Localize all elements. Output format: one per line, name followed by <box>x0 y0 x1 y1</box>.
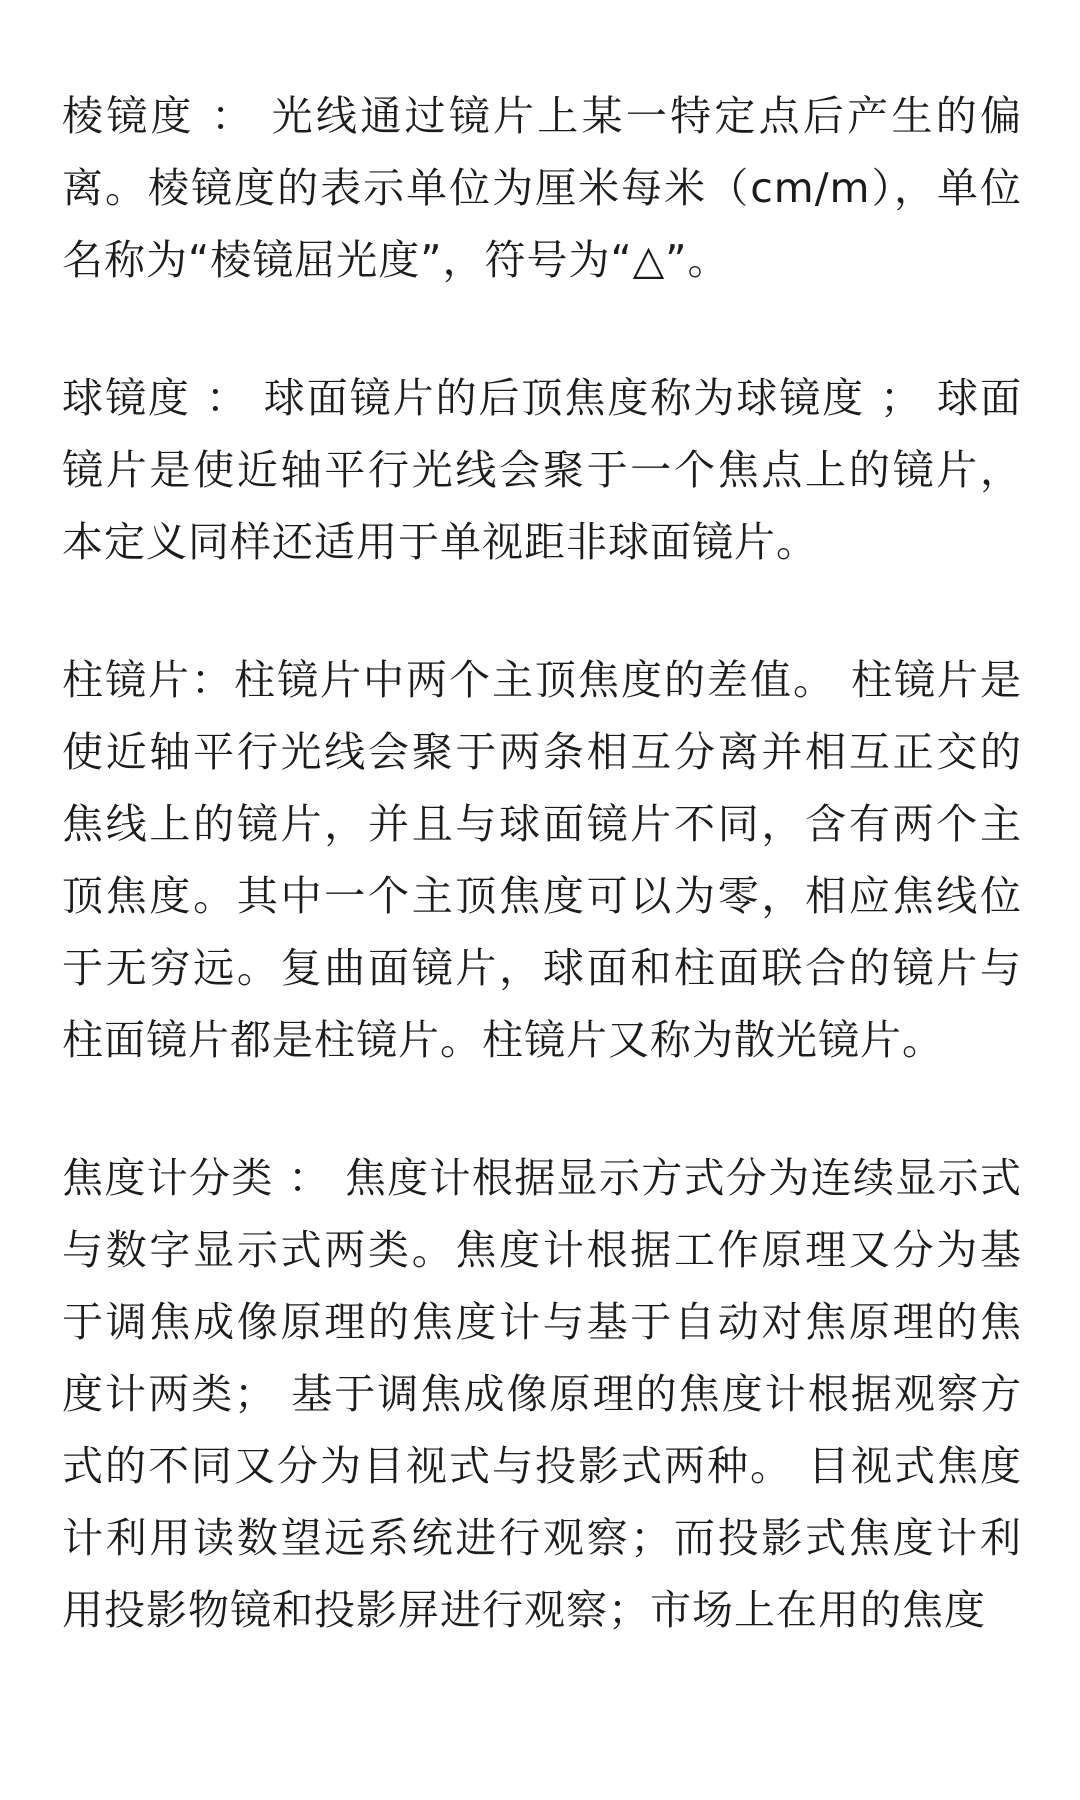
paragraph-sphere-power: 球镜度 ： 球面镜片的后顶焦度称为球镜度 ； 球面镜片是使近轴平行光线会聚于一个焦点上的镜片，本定义同样还适用于单视距非球面镜片。 <box>62 374 1022 566</box>
paragraph-cylinder-lens: 柱镜片：柱镜片中两个主顶焦度的差值。 柱镜片是使近轴平行光线会聚于两条相互分离并相互正交的焦线上的镜片，并且与球面镜片不同，含有两个主顶焦度。其中一个主顶焦度可以为零，相应焦线位于无穷远。复曲面镜片，球面和柱面联合的镜片与柱面镜片都是柱镜片。柱镜片又称为散光镜片。 <box>62 656 1022 1064</box>
article-body <box>62 80 1022 1646</box>
paragraph-prism-power: 棱镜度 ： 光线通过镜片上某一特定点后产生的偏离。棱镜度的表示单位为厘米每米（cm/m），单位名称为“棱镜屈光度”，符号为“△”。 <box>62 92 1022 284</box>
paragraph-focimeter-types: 焦度计分类 ： 焦度计根据显示方式分为连续显示式与数字显示式两类。焦度计根据工作原理又分为基于调焦成像原理的焦度计与基于自动对焦原理的焦度计两类； 基于调焦成像原理的焦度计根据观察方式的不同又分为目视式与投影式两种。 目视式焦度计利用读数望远系统进行观察；而投影式焦度计利用投影物镜和投影屏进行观察；市场上在用的焦度 <box>62 1154 1022 1634</box>
